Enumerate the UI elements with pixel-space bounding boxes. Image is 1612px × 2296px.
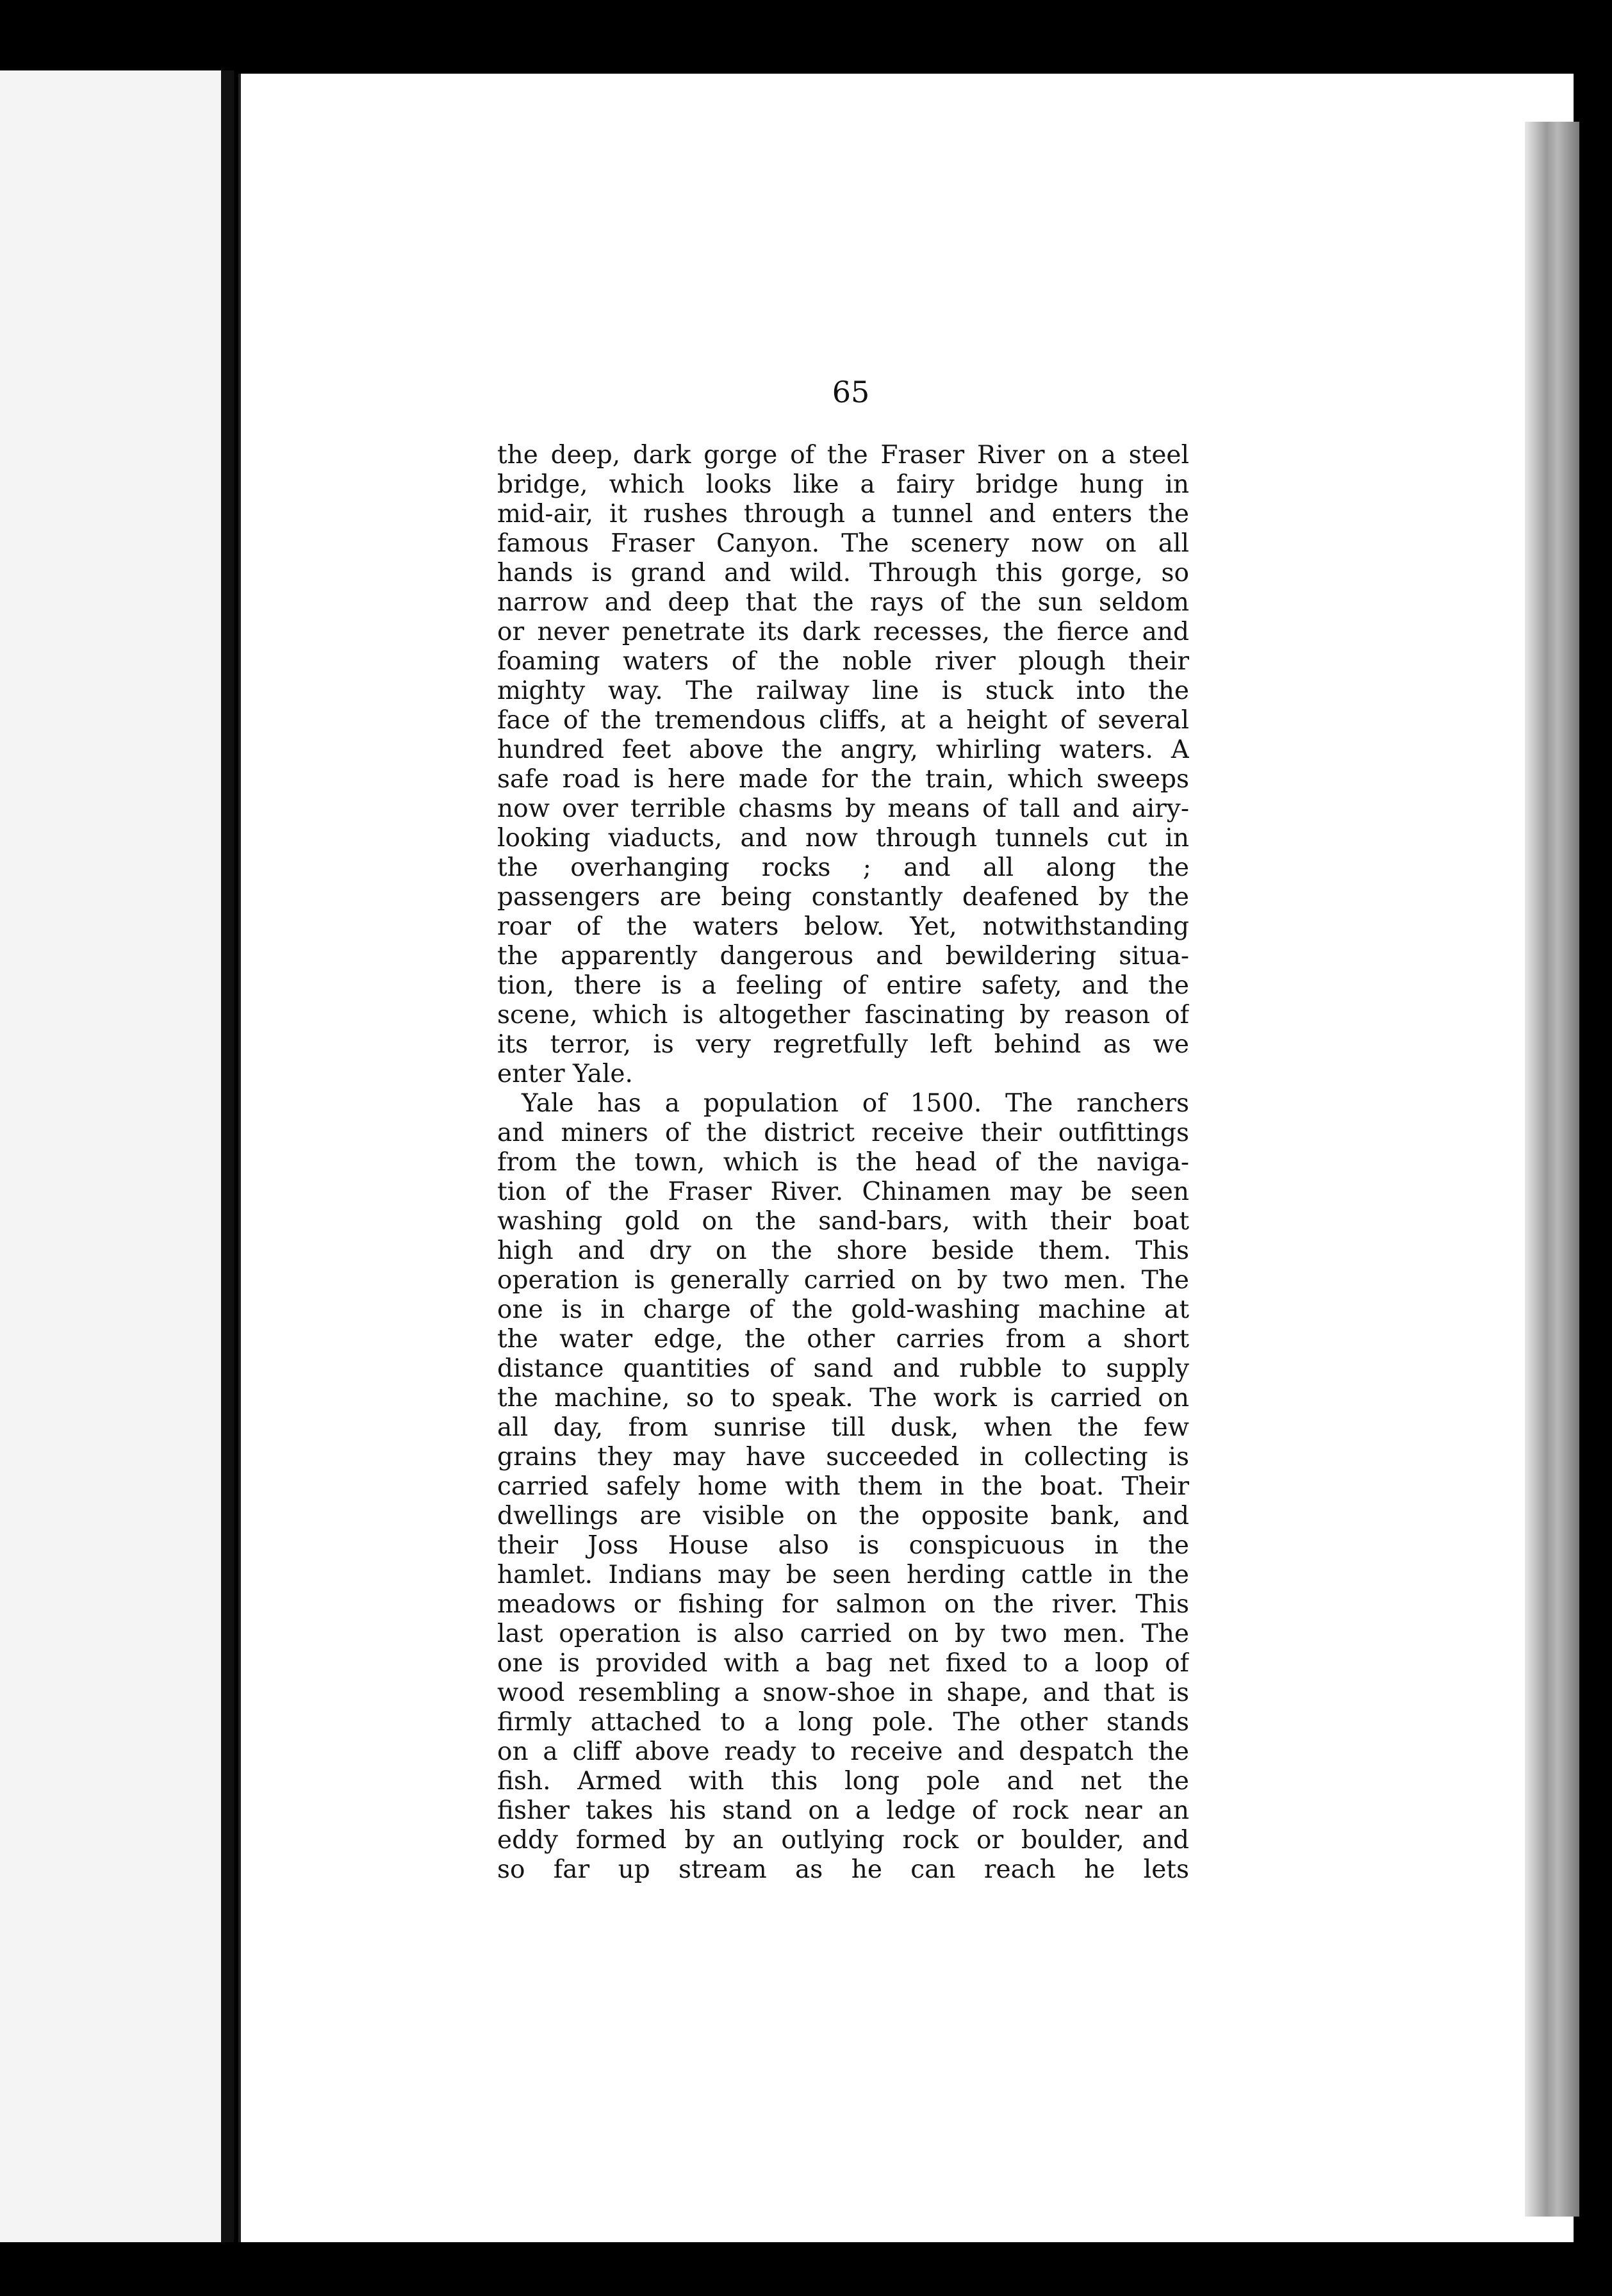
text-line: mid-air, it rushes through a tunnel and enters the [497, 500, 1189, 529]
body-text [497, 441, 1189, 1885]
text-line: tion of the Fraser River. Chinamen may be seen [497, 1177, 1189, 1206]
text-line: on a cliff above ready to receive and despatch the [497, 1737, 1189, 1766]
text-line: one is in charge of the gold-washing machine at [497, 1295, 1189, 1324]
text-line: safe road is here made for the train, which sweeps [497, 765, 1189, 794]
text-line: fisher takes his stand on a ledge of rock near an [497, 1796, 1189, 1825]
text-line: high and dry on the shore beside them. This [497, 1236, 1189, 1265]
text-line: firmly attached to a long pole. The other stands [497, 1708, 1189, 1737]
text-line: the machine, so to speak. The work is carried on [497, 1384, 1189, 1413]
text-line: Yale has a population of 1500. The ranchers [522, 1089, 1189, 1118]
text-line: or never penetrate its dark recesses, the fierce and [497, 618, 1189, 646]
text-line: roar of the waters below. Yet, notwithstanding [497, 912, 1189, 941]
text-line: operation is generally carried on by two men. The [497, 1266, 1189, 1295]
text-line: last operation is also carried on by two men. The [497, 1620, 1189, 1648]
page-number: 65 [832, 375, 870, 409]
text-line: looking viaducts, and now through tunnels cut in [497, 824, 1189, 853]
previous-page-edge [0, 70, 224, 2242]
text-line: hundred feet above the angry, whirling waters. A [497, 735, 1189, 764]
text-line: the overhanging rocks ; and all along the [497, 853, 1189, 882]
text-line: mighty way. The railway line is stuck into the [497, 676, 1189, 705]
text-line: face of the tremendous cliffs, at a height of several [497, 706, 1189, 735]
text-line: its terror, is very regretfully left behind as we [497, 1030, 1189, 1059]
text-line: and miners of the district receive their outfittings [497, 1119, 1189, 1147]
text-line: the apparently dangerous and bewildering situa- [497, 942, 1189, 971]
text-line: famous Fraser Canyon. The scenery now on all [497, 529, 1189, 558]
page-stack-edge [1525, 122, 1579, 2217]
text-line: eddy formed by an outlying rock or boulder, and [497, 1826, 1189, 1855]
text-line: passengers are being constantly deafened by the [497, 883, 1189, 912]
text-line: grains they may have succeeded in collecting is [497, 1443, 1189, 1472]
text-line: so far up stream as he can reach he lets [497, 1855, 1189, 1884]
text-line: narrow and deep that the rays of the sun seldom [497, 588, 1189, 617]
text-line: washing gold on the sand-bars, with their boat [497, 1207, 1189, 1236]
text-line: wood resembling a snow-shoe in shape, and that is [497, 1678, 1189, 1707]
text-line: now over terrible chasms by means of tall and airy- [497, 794, 1189, 823]
book-gutter [221, 70, 234, 2242]
text-line: carried safely home with them in the boat. Their [497, 1472, 1189, 1501]
text-line: scene, which is altogether fascinating by reason of [497, 1001, 1189, 1029]
text-line: hands is grand and wild. Through this gorge, so [497, 559, 1189, 587]
text-line: bridge, which looks like a fairy bridge hung in [497, 470, 1189, 499]
text-line: the deep, dark gorge of the Fraser River on a steel [497, 441, 1189, 470]
text-line: all day, from sunrise till dusk, when the few [497, 1413, 1189, 1442]
text-line: fish. Armed with this long pole and net the [497, 1767, 1189, 1796]
text-line: the water edge, the other carries from a short [497, 1325, 1189, 1354]
text-line: hamlet. Indians may be seen herding cattle in the [497, 1561, 1189, 1589]
text-line: from the town, which is the head of the naviga- [497, 1148, 1189, 1177]
text-line: dwellings are visible on the opposite bank, and [497, 1502, 1189, 1530]
text-line: tion, there is a feeling of entire safety, and the [497, 971, 1189, 1000]
text-line: meadows or fishing for salmon on the river. This [497, 1590, 1189, 1619]
text-line: enter Yale. [497, 1060, 633, 1088]
text-line: their Joss House also is conspicuous in the [497, 1531, 1189, 1560]
text-line: distance quantities of sand and rubble to supply [497, 1354, 1189, 1383]
text-line: foaming waters of the noble river plough their [497, 647, 1189, 676]
text-line: one is provided with a bag net fixed to a loop of [497, 1649, 1189, 1678]
